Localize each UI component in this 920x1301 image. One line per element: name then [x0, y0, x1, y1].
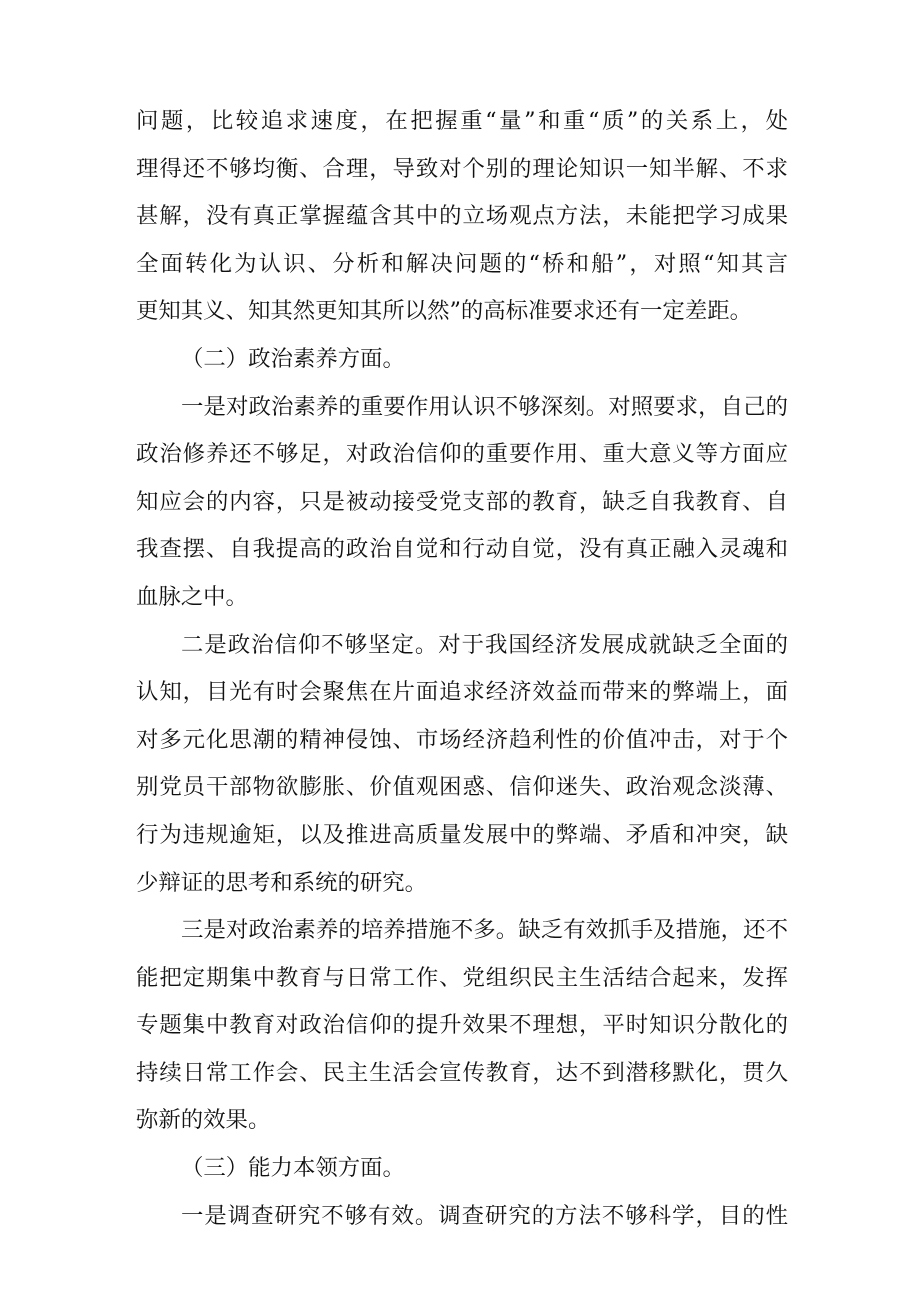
text-line: 认知，目光有时会聚焦在片面追求经济效益而带来的弊端上，面	[136, 679, 788, 706]
text-line: 对多元化思潮的精神侵蚀、市场经济趋利性的价值冲击，对于个	[136, 726, 788, 753]
document-page	[136, 98, 788, 1240]
text-line: 专题集中教育对政治信仰的提升效果不理想，平时知识分散化的	[136, 1012, 788, 1039]
text-line: 少辩证的思考和系统的研究。	[136, 869, 428, 896]
text-line: 血脉之中。	[136, 583, 248, 610]
section-heading: （三）能力本领方面。	[181, 1155, 405, 1182]
section-heading: （二）政治素养方面。	[181, 345, 405, 372]
text-line: 政治修养还不够足，对政治信仰的重要作用、重大意义等方面应	[136, 441, 788, 468]
text-line: 更知其义、知其然更知其所以然”的高标准要求还有一定差距。	[136, 298, 752, 325]
paragraph-first-line: 二是政治信仰不够坚定。对于我国经济发展成就缺乏全面的	[181, 631, 788, 658]
text-line: 别党员干部物欲膨胀、价值观困惑、信仰迷失、政治观念淡薄、	[136, 774, 788, 801]
text-line: 问题，比较追求速度，在把握重“量”和重“质”的关系上，处	[136, 108, 788, 134]
text-line: 行为违规逾矩，以及推进高质量发展中的弊端、矛盾和冲突，缺	[136, 821, 788, 848]
text-line: 持续日常工作会、民主生活会宣传教育，达不到潜移默化，贯久	[136, 1059, 788, 1086]
text-line: 全面转化为认识、分析和解决问题的“桥和船”，对照“知其言	[136, 250, 788, 277]
text-line: 甚解，没有真正掌握蕴含其中的立场观点方法，未能把学习成果	[136, 203, 788, 230]
paragraph-first-line: 一是调查研究不够有效。调查研究的方法不够科学，目的性	[181, 1202, 788, 1229]
text-line: 能把定期集中教育与日常工作、党组织民主生活结合起来，发挥	[136, 964, 788, 991]
text-line: 弥新的效果。	[136, 1107, 271, 1134]
text-line: 我查摆、自我提高的政治自觉和行动自觉，没有真正融入灵魂和	[136, 536, 788, 563]
text-line: 知应会的内容，只是被动接受党支部的教育，缺乏自我教育、自	[136, 488, 788, 515]
paragraph-first-line: 三是对政治素养的培养措施不多。缺乏有效抓手及措施，还不	[181, 917, 788, 944]
paragraph-first-line: 一是对政治素养的重要作用认识不够深刻。对照要求，自己的	[181, 393, 788, 420]
text-line: 理得还不够均衡、合理，导致对个别的理论知识一知半解、不求	[136, 155, 788, 182]
